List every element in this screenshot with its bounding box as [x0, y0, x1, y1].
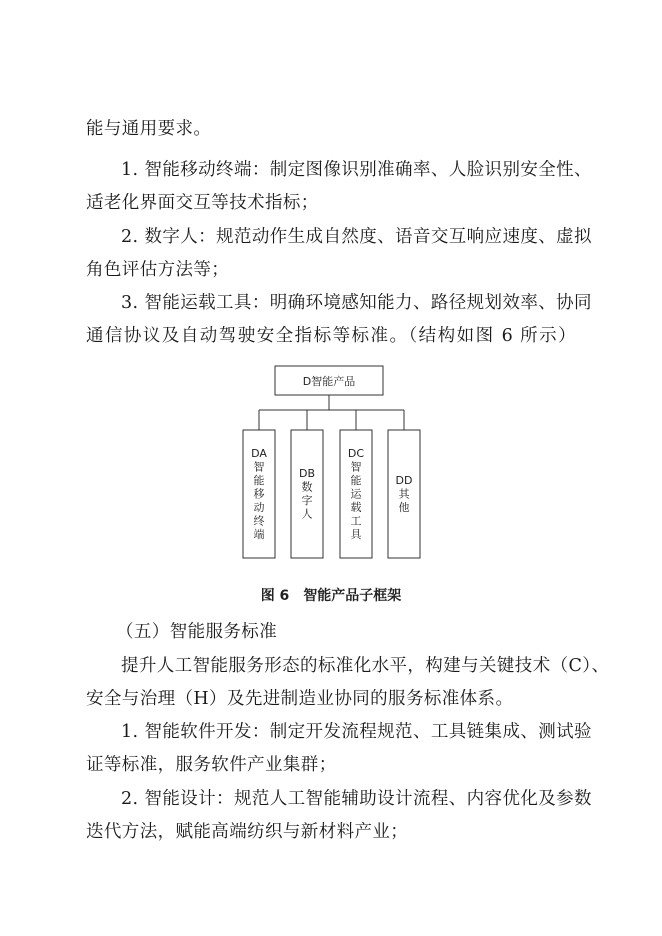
paragraph-line: 迭代方法，赋能高端纺织与新材料产业；: [86, 822, 409, 842]
paragraph-line: 1. 智能软件开发：制定开发流程规范、工具链集成、测试验: [121, 722, 592, 742]
paragraph-line: 能与通用要求。: [86, 119, 212, 139]
paragraph-line: 提升人工智能服务形态的标准化水平，构建与关键技术（C）、: [121, 656, 610, 676]
paragraph-line: 角色评估方法等；: [86, 260, 230, 280]
figure-caption: [0, 586, 662, 606]
paragraph-line: 3. 智能运载工具：明确环境感知能力、路径规划效率、协同: [121, 293, 592, 313]
child-node-label-dd: DD 其他: [395, 473, 413, 514]
paragraph-line: 安全与治理（H）及先进制造业协同的服务标准体系。: [86, 689, 514, 709]
child-node-label-dc: DC 智能运载工具: [347, 446, 365, 541]
paragraph-line: 通信协议及自动驾驶安全指标等标准。（结构如图 6 所示）: [86, 326, 576, 346]
figure-caption-title: 智能产品子框架: [303, 588, 402, 604]
paragraph-line: 2. 智能设计：规范人工智能辅助设计流程、内容优化及参数: [121, 789, 592, 809]
paragraph-line: 2. 数字人：规范动作生成自然度、语音交互响应速度、虚拟: [121, 227, 592, 247]
paragraph-line: 1. 智能移动终端：制定图像识别准确率、人脸识别安全性、: [121, 160, 592, 180]
root-node-label: D智能产品: [302, 375, 356, 388]
paragraph-line: 证等标准，服务软件产业集群；: [86, 755, 337, 775]
child-node-label-db: DB 数字人: [298, 467, 316, 521]
section-heading: （五）智能服务标准: [116, 622, 278, 642]
figure-caption-number: 图 6: [260, 588, 290, 604]
paragraph-line: 适老化界面交互等技术指标；: [86, 193, 319, 213]
child-node-label-da: DA 智能移动终端: [251, 446, 267, 541]
